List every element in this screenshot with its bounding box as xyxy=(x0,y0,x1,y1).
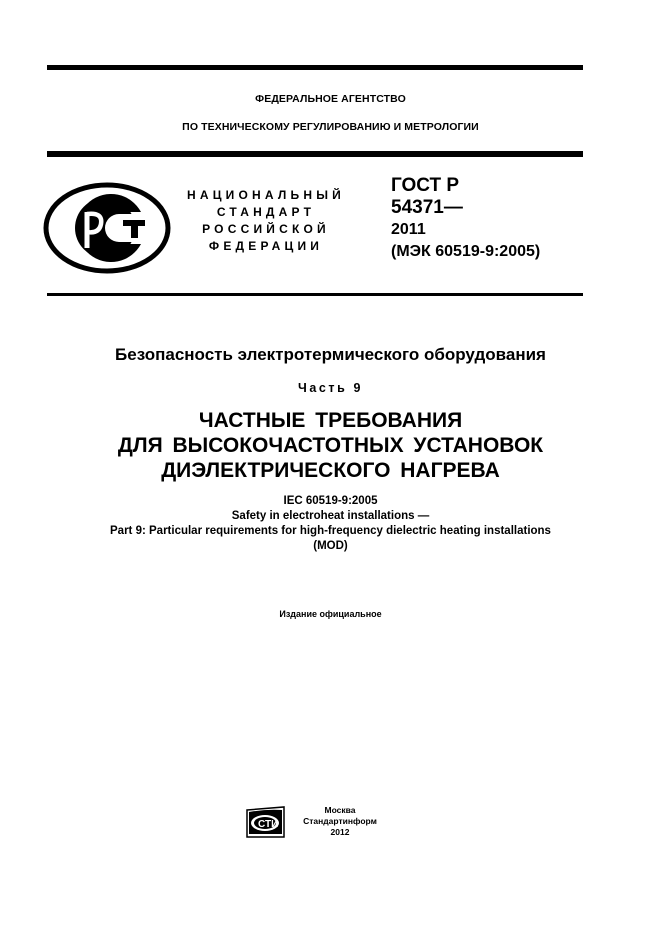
designation-line-4: (МЭК 60519-9:2005) xyxy=(391,243,541,260)
natstd-line-4: ФЕДЕРАЦИИ xyxy=(208,239,324,253)
english-line-2: Part 9: Particular requirements for high-frequency dielectric heating installations xyxy=(110,525,551,537)
svg-text:СТИ: СТИ xyxy=(258,819,279,830)
edition-label: Издание официальное xyxy=(279,609,382,619)
standard-designation xyxy=(391,175,540,263)
designation-line-1: ГОСТ Р xyxy=(391,175,460,196)
top-rule xyxy=(47,65,583,70)
agency-line-2: ПО ТЕХНИЧЕСКОМУ РЕГУЛИРОВАНИЮ И МЕТРОЛОГИИ xyxy=(182,121,479,133)
main-title-line-1: ЧАСТНЫЕ ТРЕБОВАНИЯ xyxy=(198,409,463,432)
natstd-line-1: НАЦИОНАЛЬНЫЙ xyxy=(186,188,346,202)
designation-line-3: 2011 xyxy=(391,221,426,238)
standard-block-rule xyxy=(47,293,583,296)
national-standard-label xyxy=(168,187,364,255)
designation-line-2: 54371— xyxy=(391,197,463,218)
main-title-line-2: ДЛЯ ВЫСОКОЧАСТОТНЫХ УСТАНОВОК xyxy=(117,434,544,457)
publisher-name: Стандартинформ xyxy=(303,816,377,826)
publisher-year: 2012 xyxy=(330,827,350,837)
main-title xyxy=(0,408,661,483)
agency-line-1: ФЕДЕРАЛЬНОЕ АГЕНТСТВО xyxy=(255,93,406,105)
iec-reference: IEC 60519-9:2005 xyxy=(283,495,378,507)
english-title xyxy=(0,494,661,554)
english-line-1: Safety in electroheat installations — xyxy=(231,510,430,522)
english-line-3: (MOD) xyxy=(313,540,348,552)
natstd-line-2: СТАНДАРТ xyxy=(216,205,316,219)
natstd-line-3: РОССИЙСКОЙ xyxy=(202,222,330,236)
header-rule xyxy=(47,151,583,157)
gost-r-logo-icon xyxy=(43,182,171,274)
publisher-info xyxy=(290,805,390,838)
general-title: Безопасность электротермического оборудования xyxy=(115,345,546,364)
main-title-line-3: ДИЭЛЕКТРИЧЕСКОГО НАГРЕВА xyxy=(161,459,500,482)
standartinform-logo-icon xyxy=(246,806,286,839)
part-label: Часть 9 xyxy=(297,381,364,395)
publisher-city: Москва xyxy=(324,805,356,815)
